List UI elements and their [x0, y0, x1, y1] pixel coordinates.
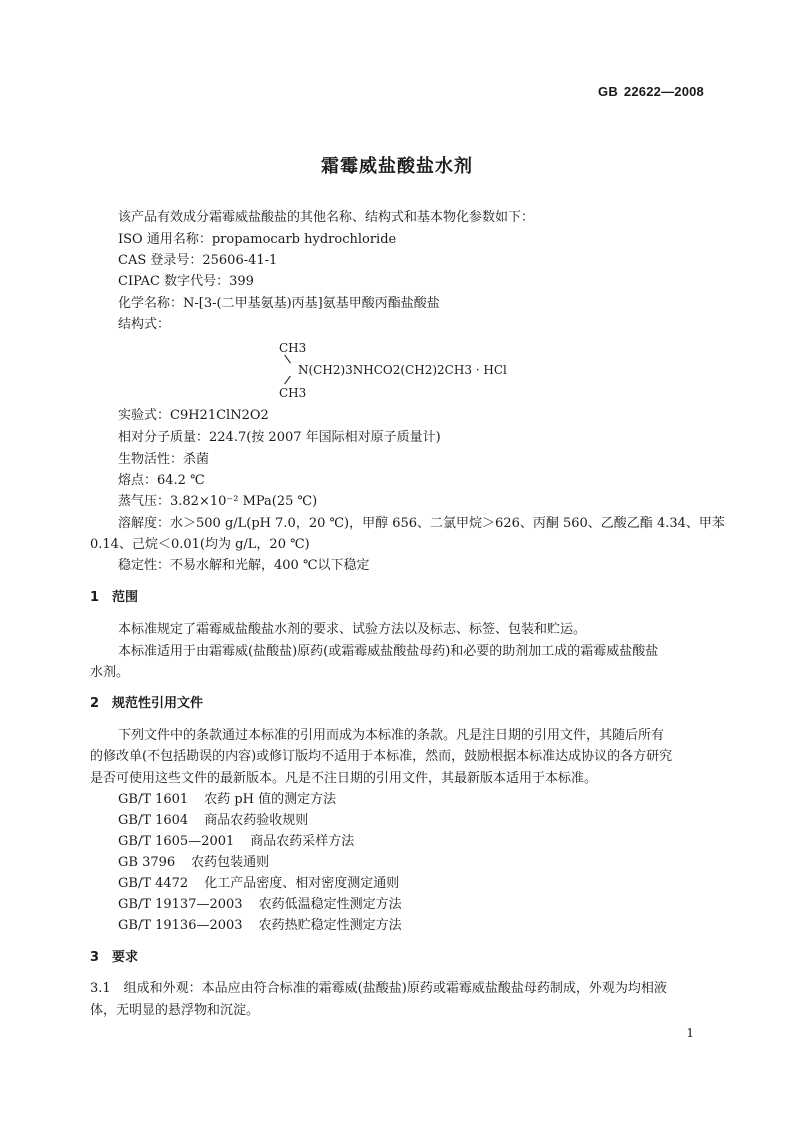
section-1-heading: [90, 588, 138, 608]
iso-name: ISO 通用名称：propamocarb hydrochloride: [118, 232, 397, 247]
section-1-paragraph-2-line-2: 水剂。: [90, 665, 130, 680]
section-2-paragraph-line-1: 下列文件中的条款通过本标准的引用而成为本标准的条款。凡是注日期的引用文件，其随后所有: [118, 728, 665, 743]
solubility-line-2: 0.14、己烷＜0.01(均为 g/L，20 ℃): [90, 537, 310, 552]
melting-point: 熔点：64.2 ℃: [118, 473, 205, 488]
reference-code: GB/T 1604: [118, 813, 189, 828]
reference-title: 商品农药采样方法: [250, 834, 355, 849]
empirical-formula: 实验式：C9H21ClN2O2: [118, 408, 269, 423]
clause-3-1-line-1: 3.1 组成和外观：本品应由符合标准的霜霉威(盐酸盐)原药或霜霉威盐酸盐母药制成，外观为均相液: [90, 981, 667, 996]
molecular-mass: 相对分子质量：224.7(按 2007 年国际相对原子质量计): [118, 430, 441, 445]
solubility-line-1: 溶解度：水＞500 g/L(pH 7.0，20 ℃)，甲醇 656、二氯甲烷＞626、丙酮 560、乙酸乙酯 4.34、甲苯: [118, 516, 725, 531]
standard-number: [598, 84, 704, 99]
page-number: 1: [686, 1026, 694, 1040]
formula-main-chain: N(CH2)3NHCO2(CH2)2CH3 · HCl: [298, 363, 507, 377]
cas-number: CAS 登录号：25606-41-1: [118, 253, 278, 268]
chemical-name: 化学名称：N-[3-(二甲基氨基)丙基]氨基甲酸丙酯盐酸盐: [118, 296, 440, 311]
reference-item: [118, 916, 402, 936]
reference-title: 化工产品密度、相对密度测定通则: [204, 876, 400, 891]
section-1-number: 1: [90, 590, 100, 605]
reference-title: 农药低温稳定性测定方法: [258, 897, 402, 912]
structure-label: 结构式：: [118, 317, 171, 332]
reference-code: GB/T 19137—2003: [118, 897, 243, 912]
section-1-title: 范围: [112, 590, 139, 605]
vapor-pressure: 蒸气压：3.82×10⁻² MPa(25 ℃): [118, 494, 318, 509]
reference-code: GB/T 4472: [118, 876, 189, 891]
formula-bottom-methyl: CH3: [279, 386, 307, 400]
section-2-paragraph-line-2: 的修改单(不包括勘误的内容)或修订版均不适用于本标准，然而，鼓励根据本标准达成协议的各方研究: [90, 749, 673, 764]
section-3-heading: [90, 948, 138, 968]
reference-code: GB 3796: [118, 855, 176, 870]
reference-item: [118, 895, 402, 915]
reference-title: 农药包装通则: [191, 855, 270, 870]
clause-3-1-line-2: 体，无明显的悬浮物和沉淀。: [90, 1003, 260, 1018]
reference-code: GB/T 19136—2003: [118, 918, 243, 933]
reference-title: 商品农药验收规则: [204, 813, 309, 828]
reference-item: [118, 832, 354, 852]
stability: 稳定性：不易水解和光解，400 ℃以下稳定: [118, 558, 370, 573]
section-2-paragraph-line-3: 是否可使用这些文件的最新版本。凡是不注日期的引用文件，其最新版本适用于本标准。: [90, 771, 598, 786]
section-2-heading: [90, 694, 203, 714]
reference-item: [118, 853, 269, 873]
section-3-number: 3: [90, 950, 100, 965]
reference-title: 农药 pH 值的测定方法: [204, 792, 337, 807]
standard-prefix: GB: [598, 84, 618, 99]
reference-code: GB/T 1601: [118, 792, 189, 807]
section-3-title: 要求: [112, 950, 139, 965]
section-2-title: 规范性引用文件: [112, 696, 204, 711]
intro-lead: 该产品有效成分霜霉威盐酸盐的其他名称、结构式和基本物化参数如下：: [118, 210, 535, 225]
formula-top-methyl: CH3: [279, 341, 307, 355]
cipac-code: CIPAC 数字代号：399: [118, 274, 254, 289]
reference-code: GB/T 1605—2001: [118, 834, 235, 849]
section-1-paragraph-2-line-1: 本标准适用于由霜霉威(盐酸盐)原药(或霜霉威盐酸盐母药)和必要的助剂加工成的霜霉威盐酸盐: [118, 644, 659, 659]
section-2-number: 2: [90, 696, 100, 711]
standard-code: 22622—2008: [623, 84, 704, 99]
reference-item: [118, 811, 308, 831]
section-1-paragraph-1: 本标准规定了霜霉威盐酸盐水剂的要求、试验方法以及标志、标签、包装和贮运。: [118, 622, 587, 637]
reference-item: [118, 874, 399, 894]
document-title: 霜霉威盐酸盐水剂: [321, 156, 473, 177]
bioactivity: 生物活性：杀菌: [118, 452, 210, 467]
reference-title: 农药热贮稳定性测定方法: [258, 918, 402, 933]
formula-bond-bottom: [284, 376, 291, 385]
reference-item: [118, 790, 336, 810]
